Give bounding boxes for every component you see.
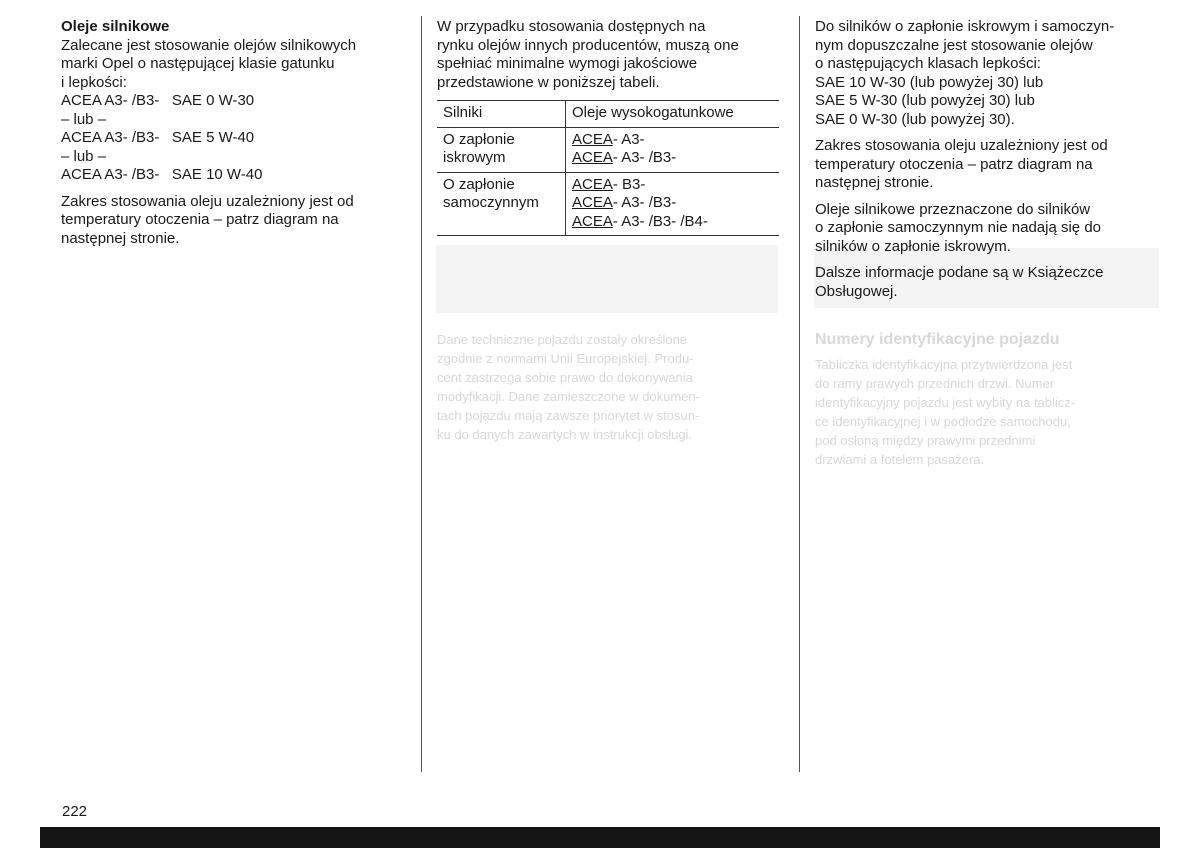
engine-line: O zapłonie xyxy=(443,175,515,193)
ghost-line: pod osłoną między prawymi przednimi xyxy=(815,433,1036,448)
further-info-paragraph xyxy=(815,264,1160,301)
oil-brand: ACEA xyxy=(572,149,613,166)
text-line: przedstawione w poniższej tabeli. xyxy=(437,73,660,91)
text-line: nym dopuszczalne jest stosowanie olejów xyxy=(815,36,1093,54)
text-line: Zalecane jest stosowanie olejów silnikowych xyxy=(61,36,357,54)
text-line: następnej stronie. xyxy=(815,174,934,191)
section-heading: Oleje silnikowe xyxy=(61,18,170,35)
oils-cell xyxy=(566,172,780,236)
table-header-row xyxy=(437,101,779,128)
suitability-paragraph xyxy=(815,201,1160,257)
oil-spec xyxy=(572,131,775,150)
text-line: marki Opel o następującej klasie gatunku xyxy=(61,55,335,72)
oil-brand: ACEA xyxy=(572,175,613,193)
text-line: spełniać minimalne wymogi jakościowe xyxy=(437,55,698,72)
engine-line: iskrowym xyxy=(443,149,506,166)
ghost-line: cent zastrzega sobie prawo do dokonywania xyxy=(437,370,693,385)
column-divider-left xyxy=(421,16,422,772)
column-header-oils: Oleje wysokogatunkowe xyxy=(566,101,780,128)
spec-line: ACEA A3- /B3- SAE 5 W-40 xyxy=(61,129,255,146)
text-line: o następujących klasach lepkości: xyxy=(815,55,1041,72)
ghost-line: modyfikacji. Dane zamieszczone w dokumen- xyxy=(437,389,700,404)
text-line: temperatury otoczenia – patrz diagram na xyxy=(815,155,1093,173)
ghost-line: ce identyfikacyjnej i w podłodze samochodu, xyxy=(815,414,1071,429)
page-number: 222 xyxy=(62,803,88,820)
text-line: o zapłonie samoczynnym nie nadają się do xyxy=(815,219,1102,236)
oil-spec xyxy=(572,194,775,213)
ghost-text-middle xyxy=(437,330,777,444)
text-line: Zakres stosowania oleju uzależniony jest od xyxy=(61,192,354,210)
engine-line: O zapłonie xyxy=(443,130,515,148)
spec-line: ACEA A3- /B3- SAE 0 W-30 xyxy=(61,92,255,109)
viscosity-paragraph xyxy=(815,18,1160,129)
oil-class: - A3- xyxy=(612,130,645,148)
text-line: następnej stronie. xyxy=(61,229,180,247)
oil-brand: ACEA xyxy=(572,212,613,230)
table-row xyxy=(437,172,779,236)
ghost-shading-middle xyxy=(436,245,778,313)
middle-column xyxy=(437,18,782,236)
intro-paragraph xyxy=(61,37,401,185)
text-line: temperatury otoczenia – patrz diagram na xyxy=(61,211,339,228)
text-line: SAE 10 W-30 (lub powyżej 30) lub xyxy=(815,73,1044,91)
text-line: Oleje silnikowe przeznaczone do silników xyxy=(815,200,1091,218)
ghost-line: identyfikacyjny pojazdu jest wybity na tablicz- xyxy=(815,395,1076,410)
oil-brand: ACEA xyxy=(572,130,613,148)
oil-spec xyxy=(572,176,775,195)
text-line: W przypadku stosowania dostępnych na xyxy=(437,18,706,35)
ghost-line: tach pojazdu mają zawsze priorytet w stosun- xyxy=(437,408,700,423)
oil-spec xyxy=(572,149,775,168)
ghost-line: Dane techniczne pojazdu zostały określone xyxy=(437,332,688,347)
ghost-line: ku do danych zawartych w instrukcji obsługi. xyxy=(437,427,693,442)
column-divider-right xyxy=(799,16,800,772)
ghost-heading: Numery identyfikacyjne pojazdu xyxy=(815,331,1060,348)
engine-cell xyxy=(437,172,566,236)
text-line: Do silników o zapłonie iskrowym i samoczyn- xyxy=(815,18,1115,35)
engine-line: samoczynnym xyxy=(443,194,539,211)
spec-separator: – lub – xyxy=(61,110,107,128)
oil-class: - A3- /B3- xyxy=(612,149,677,166)
engine-cell xyxy=(437,127,566,172)
column-header-engines: Silniki xyxy=(437,101,566,128)
text-line: i lepkości: xyxy=(61,73,127,91)
table-row xyxy=(437,127,779,172)
temperature-paragraph xyxy=(815,137,1160,193)
right-column xyxy=(815,18,1160,309)
oil-class: - B3- xyxy=(612,175,646,193)
spec-line: ACEA A3- /B3- SAE 10 W-40 xyxy=(61,166,263,183)
ghost-line: do ramy prawych przednich drzwi. Numer xyxy=(815,376,1055,391)
left-column xyxy=(61,18,401,256)
oil-spec xyxy=(572,213,775,232)
text-line: Dalsze informacje podane są w Książeczce xyxy=(815,264,1104,281)
oil-class: - A3- /B3- xyxy=(612,194,677,211)
text-line: Obsługowej. xyxy=(815,282,898,300)
oil-quality-table xyxy=(437,100,779,236)
oils-cell xyxy=(566,127,780,172)
intro-paragraph xyxy=(437,18,782,92)
ghost-line: Tabliczka identyfikacyjna przytwierdzona jest xyxy=(815,357,1073,372)
ghost-text-right xyxy=(815,330,1160,469)
text-line: silników o zapłonie iskrowym. xyxy=(815,237,1011,255)
ghost-line: zgodnie z normami Unii Europejskiej. Produ- xyxy=(437,351,694,366)
text-line: Zakres stosowania oleju uzależniony jest od xyxy=(815,137,1108,154)
text-line: SAE 5 W-30 (lub powyżej 30) lub xyxy=(815,92,1035,109)
oil-brand: ACEA xyxy=(572,194,613,211)
text-line: SAE 0 W-30 (lub powyżej 30). xyxy=(815,110,1015,128)
text-line: rynku olejów innych producentów, muszą one xyxy=(437,36,739,54)
scan-edge-bar xyxy=(40,827,1160,848)
temperature-paragraph xyxy=(61,193,401,249)
spec-separator: – lub – xyxy=(61,147,107,165)
oil-class: - A3- /B3- /B4- xyxy=(612,212,708,230)
ghost-line: drzwiami a fotelem pasażera. xyxy=(815,452,985,467)
